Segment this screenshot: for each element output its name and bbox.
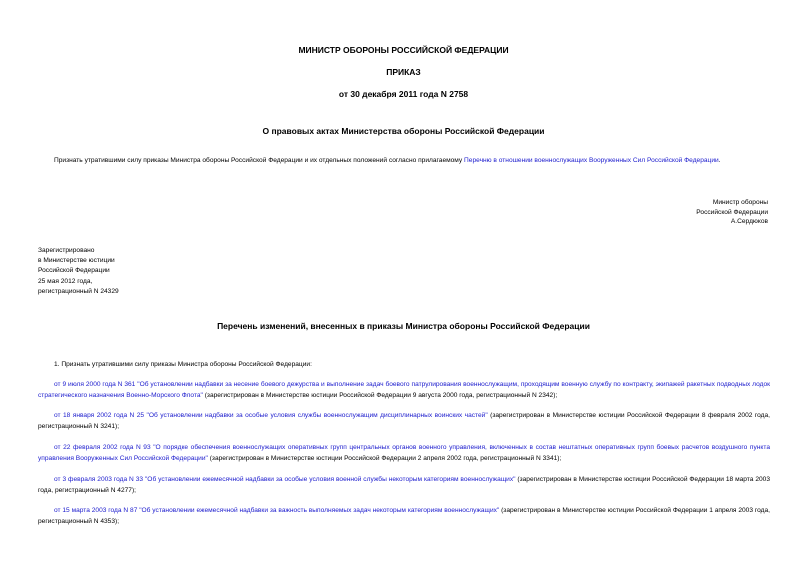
entry-text: (зарегистрирован в Министерстве юстиции Российской Федерации 18 марта 2003 года, регистрационный N 4277); — [38, 476, 771, 494]
registration-line-5: регистрационный N 24329 — [38, 287, 119, 295]
entry-text: (зарегистрирован в Министерстве юстиции Российской Федерации 2 апреля 2002 года, регистрационный N 3341); — [207, 454, 562, 462]
registration-line-3: Российской Федерации — [38, 267, 110, 275]
doc-type-heading: ПРИКАЗ — [386, 67, 421, 77]
signature-line-1: Министр обороны — [712, 199, 768, 206]
registration-line-4: 25 мая 2012 года, — [38, 277, 93, 285]
list-entry — [38, 411, 770, 432]
entry-text: (зарегистрирован в Министерстве юстиции Российской Федерации 8 февраля 2002 года, регистрационный N 3241); — [38, 412, 770, 430]
registration-line-1: Зарегистрировано — [38, 247, 95, 254]
item-1: 1. Признать утратившими силу приказы Министра обороны Российской Федерации: — [54, 361, 312, 368]
registration-block — [38, 246, 119, 297]
entry-text: (зарегистрирован в Министерстве юстиции Российской Федерации 1 апреля 2003 года, регистрационный N 4353); — [38, 507, 770, 525]
entry-link[interactable]: от 18 января 2002 года N 25 "Об установлении надбавки за особые условия службы военнослужащим дисциплинарных воинских частей" — [54, 412, 488, 419]
list-entry — [38, 475, 770, 496]
intro-paragraph — [38, 156, 770, 167]
signature-line-2: Российской Федерации — [696, 208, 768, 216]
signature-block — [696, 198, 768, 227]
list-title: Перечень изменений, внесенных в приказы Министра обороны Российской Федерации — [217, 321, 590, 331]
intro-text: Признать утратившими силу приказы Министра обороны Российской Федерации и их отдельных положений согласно прилагаемому — [54, 157, 465, 164]
entry-link[interactable]: от 9 июля 2000 года N 361 "Об установлении надбавки за несение боевого дежурства и выполнение задач боевого патрулирования военнослужащим, проходящим военную службу по контракту, экипажей ракетных подводных лодок стратегического назначения Военно-Морского Флота" — [38, 381, 770, 399]
entry-link[interactable]: от 15 марта 2003 года N 87 "Об установлении ежемесячной надбавки за важность выполняемых задач некоторым категориям военнослужащих" — [54, 507, 500, 514]
registration-line-2: в Министерстве юстиции — [38, 257, 115, 265]
ministry-heading: МИНИСТР ОБОРОНЫ РОССИЙСКОЙ ФЕДЕРАЦИИ — [298, 45, 509, 55]
entry-link[interactable]: от 22 февраля 2002 года N 93 "О порядке обеспечения военнослужащих оперативных групп центральных органов военного управления, включенных в состав нештатных оперативных групп боевых расчетов воздушного пункта управления Вооруженных Сил Российской Федерации" — [38, 444, 770, 462]
document-title: О правовых актах Министерства обороны Российской Федерации — [262, 126, 545, 136]
intro-end: . — [718, 157, 721, 164]
perechen-link[interactable]: Перечню в отношении военнослужащих Вооруженных Сил Российской Федерации — [464, 157, 719, 164]
entry-link[interactable]: от 3 февраля 2003 года N 33 "Об установлении ежемесячной надбавки за особые условия военной службы некоторым категориям военнослужащих" — [54, 476, 516, 483]
entry-text: (зарегистрирован в Министерстве юстиции Российской Федерации 9 августа 2000 года, регистрационный N 2342); — [202, 391, 558, 399]
list-entry — [38, 380, 770, 401]
list-entry — [38, 506, 770, 527]
list-entry — [38, 443, 770, 464]
signature-line-3: А.Сердюков — [730, 218, 768, 225]
date-number-heading: от 30 декабря 2011 года N 2758 — [338, 89, 469, 99]
